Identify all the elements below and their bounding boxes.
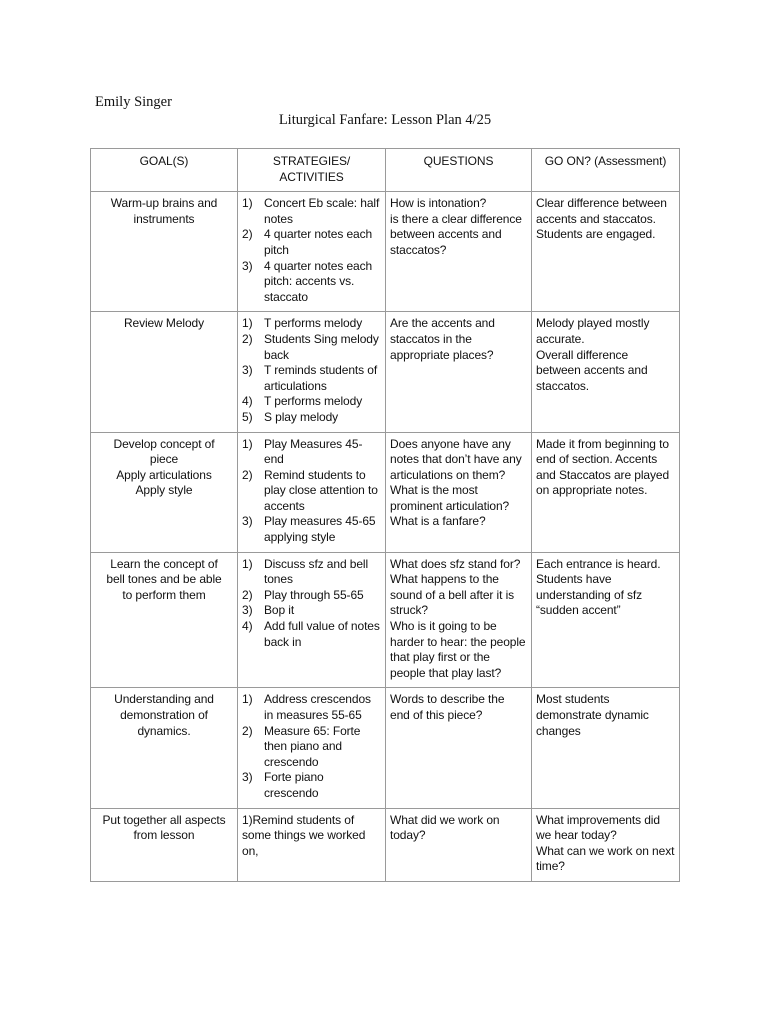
- table-row: [91, 432, 680, 552]
- assessment-cell: Melody played mostly accurate. Overall difference between accents and staccatos.: [532, 312, 680, 432]
- list-item: 4) T performs melody: [242, 394, 363, 409]
- assessment-cell: Made it from beginning to end of section. Accents and Staccatos are played on appropriate notes.: [532, 432, 680, 552]
- goal-cell: Develop concept of piece Apply articulations Apply style: [91, 432, 238, 552]
- header-strategies: STRATEGIES/ ACTIVITIES: [238, 149, 386, 192]
- list-item: 3) Bop it: [242, 603, 295, 618]
- goal-cell: Warm-up brains and instruments: [91, 192, 238, 312]
- strategies-cell: 1)Remind students of some things we worked on,: [238, 808, 386, 881]
- list-item: 2) 4 quarter notes each pitch: [242, 227, 373, 257]
- list-item: 5) S play melody: [242, 409, 339, 424]
- questions-cell: What did we work on today?: [386, 808, 532, 881]
- list-item: 3) Play measures 45-65 applying style: [242, 514, 376, 545]
- assessment-cell: Most students demonstrate dynamic changes: [532, 688, 680, 808]
- list-item: 4) Add full value of notes back in: [242, 619, 380, 649]
- questions-cell: How is intonation? is there a clear difference between accents and staccatos?: [386, 192, 532, 312]
- strategies-cell: [238, 552, 386, 688]
- lesson-plan-table: [90, 148, 680, 882]
- questions-cell: Words to describe the end of this piece?: [386, 688, 532, 808]
- table-row: [91, 552, 680, 688]
- goal-cell: Learn the concept of bell tones and be able to perform them: [91, 552, 238, 688]
- goal-cell: Review Melody: [91, 312, 238, 432]
- header-assessment: GO ON? (Assessment): [532, 149, 680, 192]
- table-row: [91, 192, 680, 312]
- table-row: [91, 688, 680, 808]
- goal-cell: Put together all aspects from lesson: [91, 808, 238, 881]
- table-row: [91, 808, 680, 881]
- strategies-list: [242, 196, 381, 305]
- assessment-cell: Each entrance is heard. Students have understanding of sfz “sudden accent”: [532, 552, 680, 688]
- strategies-cell: [238, 312, 386, 432]
- table-row: [91, 312, 680, 432]
- strategies-cell: [238, 432, 386, 552]
- strategies-cell: [238, 192, 386, 312]
- header-questions: QUESTIONS: [386, 149, 532, 192]
- list-item: 3) Forte piano crescendo: [242, 770, 324, 800]
- strategies-list: [242, 692, 381, 801]
- table-header-row: [91, 149, 680, 192]
- list-item: 1) T performs melody: [242, 316, 363, 331]
- assessment-cell: Clear difference between accents and staccatos. Students are engaged.: [532, 192, 680, 312]
- strategies-list: [242, 557, 381, 651]
- list-item: 1) Concert Eb scale: half notes: [242, 196, 380, 226]
- questions-cell: Does anyone have any notes that don’t have any articulations on them? What is the most prominent articulation? What is a fanfare?: [386, 432, 532, 552]
- list-item: 2) Measure 65: Forte then piano and crescendo: [242, 723, 361, 769]
- list-item: 2) Play through 55-65: [242, 587, 364, 602]
- strategies-cell: [238, 688, 386, 808]
- document-title: Liturgical Fanfare: Lesson Plan 4/25: [278, 112, 492, 128]
- strategies-list: [242, 316, 381, 425]
- header-goals: GOAL(S): [91, 149, 238, 192]
- assessment-cell: What improvements did we hear today? What can we work on next time?: [532, 808, 680, 881]
- questions-cell: What does sfz stand for? What happens to the sound of a bell after it is struck? Who is it going to be harder to hear: the people that play first or the people that play last?: [386, 552, 532, 688]
- list-item: 3) 4 quarter notes each pitch: accents vs. staccato: [242, 258, 373, 304]
- list-item: 2) Students Sing melody back: [242, 331, 379, 362]
- goal-cell: Understanding and demonstration of dynamics.: [91, 688, 238, 808]
- list-item: 1) Play Measures 45-end: [242, 436, 363, 467]
- strategies-list: [242, 437, 381, 546]
- author-name: Emily Singer: [95, 94, 172, 110]
- list-item: 3) T reminds students of articulations: [242, 363, 378, 393]
- list-item: 2) Remind students to play close attention to accents: [242, 467, 378, 513]
- list-item: 1) Address crescendos in measures 55-65: [242, 692, 371, 722]
- list-item: 1) Discuss sfz and bell tones: [242, 556, 369, 587]
- questions-cell: Are the accents and staccatos in the appropriate places?: [386, 312, 532, 432]
